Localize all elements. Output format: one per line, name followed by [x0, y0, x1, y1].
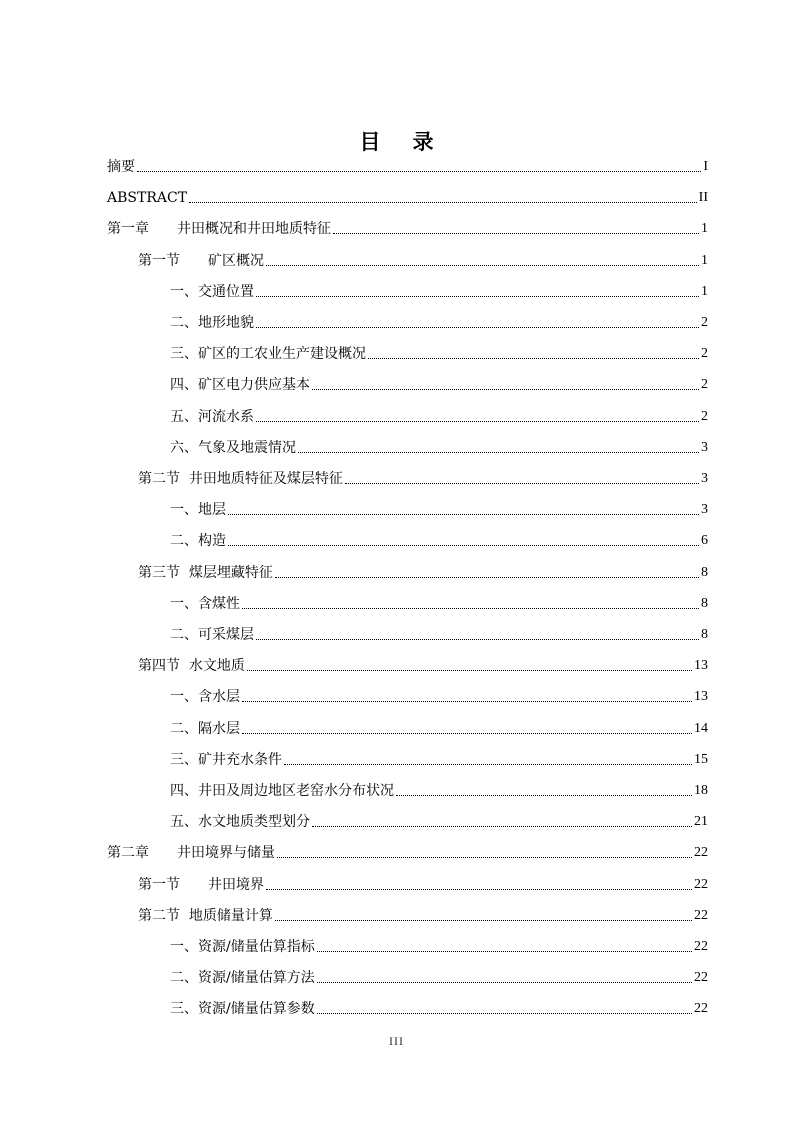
toc-leader-dots: [247, 670, 692, 671]
toc-entry-label: 三、矿区的工农业生产建设概况: [170, 346, 366, 363]
toc-entry[interactable]: [138, 903, 708, 925]
page-title: [0, 126, 793, 156]
toc-entry-label: 第四节 水文地质: [138, 658, 245, 675]
toc-entry[interactable]: [107, 185, 708, 207]
toc-leader-dots: [333, 233, 699, 234]
toc-leader-dots: [242, 701, 692, 702]
toc-entry[interactable]: [138, 653, 708, 675]
toc-entry-label: 一、资源/储量估算指标: [170, 939, 315, 955]
toc-leader-dots: [317, 982, 692, 983]
toc-entry[interactable]: [107, 840, 708, 862]
toc-leader-dots: [242, 608, 699, 609]
toc-entry-label: 二、构造: [170, 533, 226, 550]
toc-entry[interactable]: [170, 341, 708, 363]
toc-entry-page: 22: [694, 970, 708, 986]
toc-leader-dots: [368, 358, 699, 359]
toc-entry[interactable]: [107, 154, 708, 176]
toc-entry-label: 第二章 井田境界与储量: [107, 845, 275, 862]
toc-entry[interactable]: [170, 934, 708, 956]
toc-entry-page: 22: [694, 845, 708, 861]
toc-entry-label: 六、气象及地震情况: [170, 439, 296, 456]
toc-entry-page: 3: [701, 502, 708, 518]
toc-leader-dots: [275, 920, 692, 921]
toc-entry[interactable]: [138, 248, 708, 270]
toc-leader-dots: [256, 327, 699, 328]
toc-leader-dots: [275, 577, 699, 578]
toc-entry-page: 13: [694, 658, 708, 674]
toc-entry[interactable]: [170, 528, 708, 550]
toc-leader-dots: [312, 826, 692, 827]
toc-entry-label: 第二节 井田地质特征及煤层特征: [138, 471, 343, 487]
toc-entry[interactable]: [138, 560, 708, 582]
toc-entry[interactable]: [170, 747, 708, 769]
toc-entry-page: 2: [701, 377, 708, 393]
toc-entry[interactable]: [170, 279, 708, 301]
toc-entry-page: 22: [694, 907, 708, 923]
toc-entry[interactable]: [170, 310, 708, 332]
toc-entry-page: 3: [701, 471, 708, 486]
toc-entry-label: 二、可采煤层: [170, 627, 254, 643]
toc-leader-dots: [298, 452, 699, 453]
toc-entry-page: 22: [694, 1001, 708, 1017]
toc-entry-label: 第二节 地质储量计算: [138, 907, 273, 924]
toc-entry-page: 22: [694, 876, 708, 892]
toc-leader-dots: [256, 639, 699, 640]
toc-entry-page: 22: [694, 939, 708, 954]
toc-entry-label: 二、地形地貌: [170, 315, 254, 331]
toc-leader-dots: [228, 545, 699, 546]
toc-entry[interactable]: [170, 497, 708, 519]
toc-entry-page: 1: [701, 252, 708, 268]
toc-entry-label: 五、河流水系: [170, 408, 254, 425]
toc-leader-dots: [284, 764, 692, 765]
toc-leader-dots: [266, 889, 692, 890]
toc-entry-page: 21: [694, 814, 708, 830]
toc-leader-dots: [256, 421, 699, 422]
toc-leader-dots: [277, 857, 692, 858]
toc-entry-label: 五、水文地质类型划分: [170, 814, 310, 831]
toc-leader-dots: [266, 265, 699, 266]
toc-entry-label: 三、资源/储量估算参数: [170, 1001, 315, 1018]
toc-entry-label: 第一节 井田境界: [138, 876, 264, 893]
toc-leader-dots: [396, 795, 692, 796]
toc-entry[interactable]: [170, 372, 708, 394]
title-part-1: 目: [359, 129, 381, 154]
toc-entry-label: 二、资源/储量估算方法: [170, 970, 315, 987]
toc-entry[interactable]: [170, 716, 708, 738]
toc-entry-page: 6: [701, 533, 708, 549]
toc-entry-label: 四、井田及周边地区老窑水分布状况: [170, 783, 394, 799]
toc-entry-label: 二、隔水层: [170, 720, 240, 737]
toc-entry-page: 14: [694, 720, 708, 736]
toc-entry-page: 8: [701, 595, 708, 611]
toc-entry-page: 18: [694, 783, 708, 798]
toc-entry[interactable]: [170, 591, 708, 613]
toc-entry-page: 15: [694, 751, 708, 767]
toc-entry-label: 第一章 井田概况和井田地质特征: [107, 221, 331, 238]
toc-entry-label: 四、矿区电力供应基本: [170, 377, 310, 394]
toc-leader-dots: [228, 514, 699, 515]
toc-leader-dots: [345, 483, 699, 484]
toc-entry[interactable]: [138, 466, 708, 488]
toc-entry[interactable]: [170, 996, 708, 1018]
toc-entry-label: 一、交通位置: [170, 283, 254, 300]
toc-entry-label: 摘要: [107, 159, 135, 175]
toc-entry[interactable]: [107, 216, 708, 238]
toc-entry-page: 2: [701, 315, 708, 330]
toc-entry[interactable]: [138, 872, 708, 894]
toc-entry-page: 1: [701, 221, 708, 237]
toc-entry-page: 2: [701, 346, 708, 362]
toc-entry-label: 三、矿井充水条件: [170, 751, 282, 768]
page-number-footer: III: [389, 1034, 404, 1048]
toc-entry[interactable]: [170, 778, 708, 800]
toc-entry[interactable]: [170, 404, 708, 426]
toc-entry-page: 13: [694, 689, 708, 705]
toc-entry-label: 第一节 矿区概况: [138, 252, 264, 269]
toc-entry-page: II: [698, 190, 708, 206]
toc-entry-label: 一、地层: [170, 502, 226, 519]
toc-entry-label: 一、含水层: [170, 689, 240, 706]
toc-leader-dots: [189, 202, 697, 203]
toc-entry-page: 8: [701, 564, 708, 580]
toc-entry-page: 1: [701, 283, 708, 299]
toc-entry[interactable]: [170, 809, 708, 831]
toc-leader-dots: [317, 951, 692, 952]
toc-entry-page: 2: [701, 408, 708, 424]
toc-entry[interactable]: [170, 622, 708, 644]
toc-entry[interactable]: [170, 965, 708, 987]
toc-entry[interactable]: [170, 684, 708, 706]
toc-entry[interactable]: [170, 435, 708, 457]
toc-leader-dots: [137, 171, 701, 172]
toc-entry-label: ABSTRACT: [107, 190, 188, 207]
toc-entry-page: 3: [701, 439, 708, 455]
title-part-2: 录: [412, 129, 434, 154]
toc-leader-dots: [256, 296, 699, 297]
toc-entry-page: 8: [701, 627, 708, 642]
toc-entry-label: 一、含煤性: [170, 595, 240, 612]
toc-entry-page: I: [703, 159, 708, 174]
toc-entry-label: 第三节 煤层埋藏特征: [138, 564, 273, 581]
toc-leader-dots: [312, 389, 699, 390]
toc-leader-dots: [242, 733, 692, 734]
toc-leader-dots: [317, 1013, 692, 1014]
